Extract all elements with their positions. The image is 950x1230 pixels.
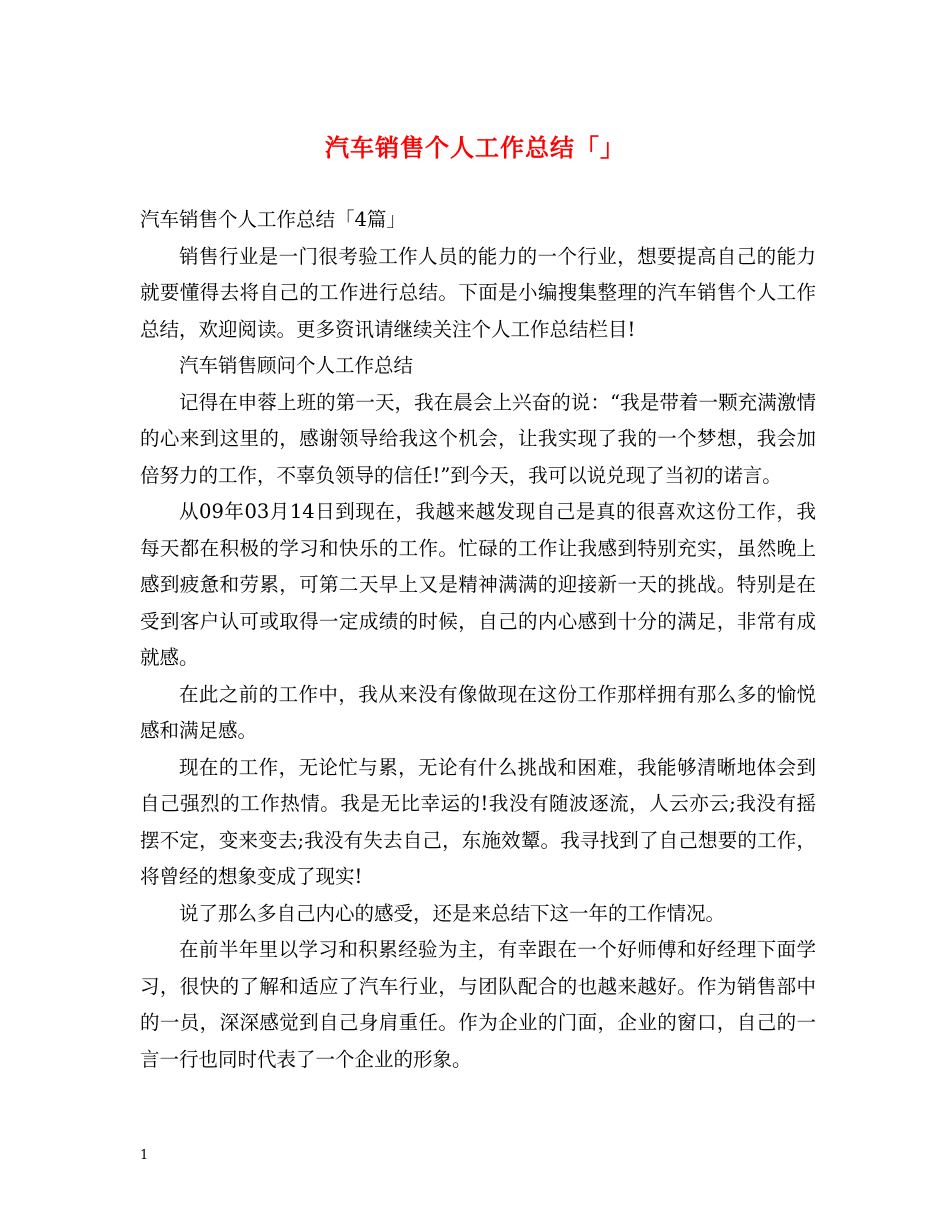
body-paragraph: 从09年03月14日到现在，我越来越发现自己是真的很喜欢这份工作，我每天都在积极的学习和快乐的工作。忙碌的工作让我感到特别充实，虽然晚上感到疲惫和劳累，可第二天早上又是精神满满的迎接新一天的挑战。特别是在受到客户认可或取得一定成绩的时候，自己的内心感到十分的满足，非常有成就感。 xyxy=(140,500,816,669)
document-body xyxy=(140,202,816,1078)
body-paragraph: 记得在申蓉上班的第一天，我在晨会上兴奋的说：“我是带着一颗充满激情的心来到这里的，感谢领导给我这个机会，让我实现了我的一个梦想，我会加倍努力的工作，不辜负领导的信任!”到今天，我可以说兑现了当初的诺言。 xyxy=(140,390,816,487)
subtitle-paragraph: 汽车销售个人工作总结「4篇」 xyxy=(140,208,406,231)
document-title: 汽车销售个人工作总结「」 xyxy=(325,133,625,162)
body-paragraph: 说了那么多自己内心的感受，还是来总结下这一年的工作情况。 xyxy=(179,901,726,925)
page-number: 1 xyxy=(140,1148,149,1163)
body-paragraph: 现在的工作，无论忙与累，无论有什么挑战和困难，我能够清晰地体会到自己强烈的工作热情。我是无比幸运的!我没有随波逐流，人云亦云;我没有摇摆不定，变来变去;我没有失去自己，东施效颦。我寻找到了自己想要的工作，将曾经的想象变成了现实! xyxy=(140,755,816,888)
body-paragraph: 在此之前的工作中，我从来没有像做现在这份工作那样拥有那么多的愉悦感和满足感。 xyxy=(140,682,816,742)
body-paragraph: 在前半年里以学习和积累经验为主，有幸跟在一个好师傅和好经理下面学习，很快的了解和适应了汽车行业，与团队配合的也越来越好。作为销售部中的一员，深深感觉到自己身肩重任。作为企业的门面，企业的窗口，自己的一言一行也同时代表了一个企业的形象。 xyxy=(140,938,816,1071)
body-paragraph: 销售行业是一门很考验工作人员的能力的一个行业，想要提高自己的能力就要懂得去将自己的工作进行总结。下面是小编搜集整理的汽车销售个人工作总结，欢迎阅读。更多资讯请继续关注个人工作总结栏目! xyxy=(140,244,816,341)
section-heading: 汽车销售顾问个人工作总结 xyxy=(179,354,414,377)
